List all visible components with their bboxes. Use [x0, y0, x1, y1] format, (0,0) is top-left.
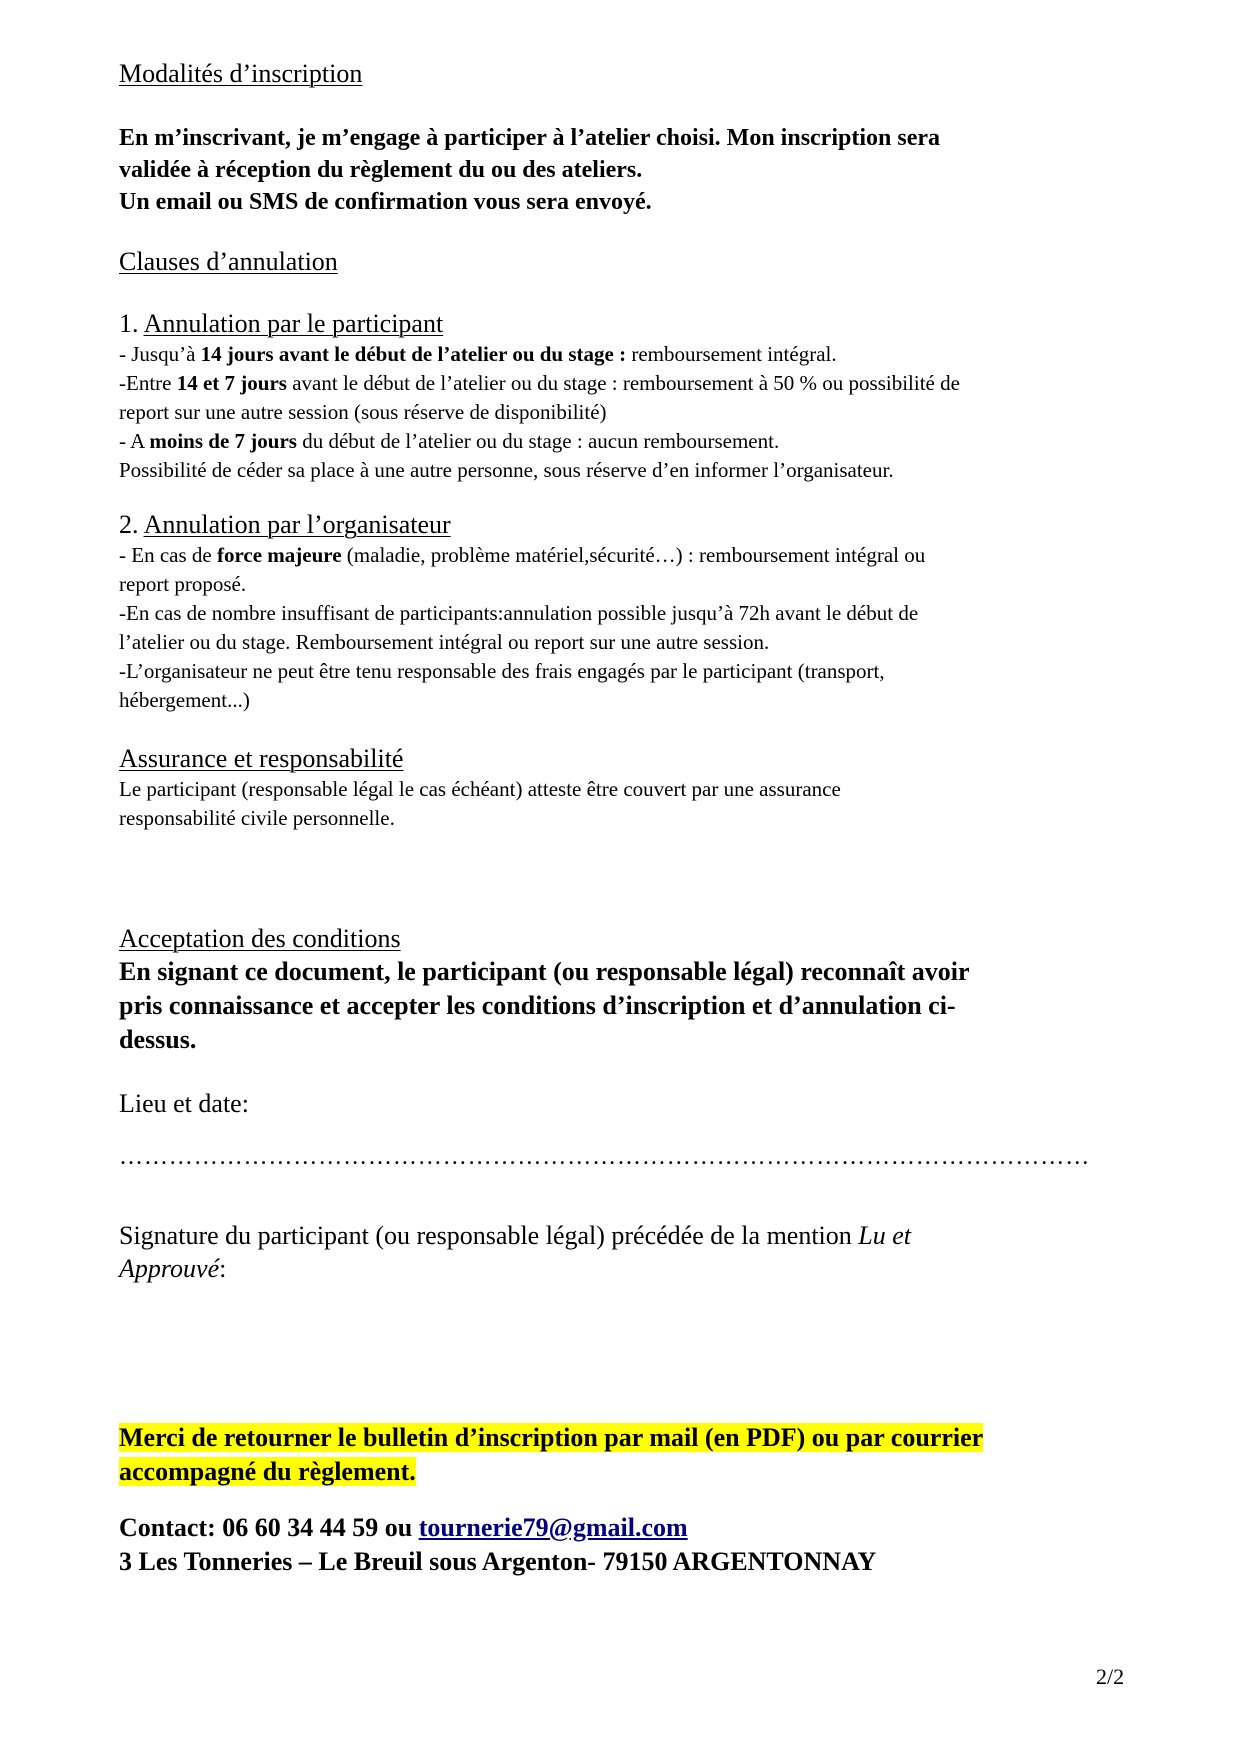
text-span: Signature du participant (ou responsable légal) précédée de la mention — [119, 1221, 859, 1250]
participant-line-5: Possibilité de céder sa place à une autre personne, sous réserve d’en informer l’organisateur. — [119, 458, 894, 482]
modalites-line-2: validée à réception du règlement du ou des ateliers. — [119, 157, 643, 183]
italic-span: Lu et — [858, 1221, 912, 1250]
participant-heading — [119, 308, 1129, 340]
text-span: (maladie, problème matériel,sécurité…) : remboursement intégral ou — [341, 543, 926, 567]
participant-number: 1. — [119, 309, 144, 338]
assurance-line-2: responsabilité civile personnelle. — [119, 806, 395, 830]
assurance-heading: Assurance et responsabilité — [119, 744, 404, 773]
signature-line-1 — [119, 1219, 1129, 1252]
address-line: 3 Les Tonneries – Le Breuil sous Argenton- 79150 ARGENTONNAY — [119, 1547, 877, 1576]
modalites-line-3: Un email ou SMS de confirmation vous sera envoyé. — [119, 189, 652, 215]
text-span: - En cas de — [119, 543, 217, 567]
text-span: - Jusqu’à — [119, 342, 201, 366]
signature-line-2 — [119, 1252, 1129, 1285]
bold-span: force majeure — [216, 543, 342, 567]
organisateur-line-6: hébergement...) — [119, 688, 250, 712]
modalites-heading: Modalités d’inscription — [119, 59, 363, 88]
participant-line-2 — [119, 369, 1129, 398]
organisateur-heading — [119, 509, 1129, 541]
organisateur-title: Annulation par l’organisateur — [143, 510, 451, 539]
participant-title: Annulation par le participant — [143, 309, 444, 338]
participant-line-1 — [119, 340, 1129, 369]
participant-line-4 — [119, 427, 1129, 456]
retour-line-2 — [119, 1455, 1129, 1489]
retour-line-1 — [119, 1421, 1129, 1455]
contact-label: Contact: 06 60 34 44 59 ou — [119, 1513, 419, 1542]
text-span: du début de l’atelier ou du stage : aucun remboursement. — [296, 429, 780, 453]
organisateur-line-2: report proposé. — [119, 572, 247, 596]
assurance-line-1: Le participant (responsable légal le cas échéant) atteste être couvert par une assurance — [119, 777, 841, 801]
bold-span: 14 et 7 jours — [176, 371, 287, 395]
clauses-heading: Clauses d’annulation — [119, 247, 338, 276]
acceptation-line-2: pris connaissance et accepter les conditions d’inscription et d’annulation ci- — [119, 991, 956, 1020]
email-link[interactable]: tournerie79@gmail.com — [418, 1513, 688, 1542]
document-page — [119, 58, 1129, 1579]
bold-span: moins de 7 jours — [149, 429, 297, 453]
acceptation-heading: Acceptation des conditions — [119, 924, 401, 953]
organisateur-line-3: -En cas de nombre insuffisant de participants:annulation possible jusqu’à 72h avant le début de — [119, 601, 919, 625]
bold-span: 14 jours avant le début de l’atelier ou du stage : — [200, 342, 627, 366]
modalites-line-1: En m’inscrivant, je m’engage à participer à l’atelier choisi. Mon inscription sera — [119, 125, 941, 151]
organisateur-line-4: l’atelier ou du stage. Remboursement intégral ou report sur une autre session. — [119, 630, 770, 654]
text-span: -Entre — [119, 371, 177, 395]
organisateur-line-5: -L’organisateur ne peut être tenu responsable des frais engagés par le participant (transport, — [119, 659, 885, 683]
italic-span: Approuvé — [119, 1254, 220, 1283]
page-number: 2/2 — [1096, 1664, 1125, 1689]
lieu-date-field[interactable]: ……………………………………………………………………………………………………… — [119, 1144, 1091, 1170]
text-span: - A — [119, 429, 150, 453]
organisateur-number: 2. — [119, 510, 144, 539]
contact-line — [119, 1511, 1129, 1545]
text-span: remboursement intégral. — [626, 342, 837, 366]
text-span: : — [219, 1254, 227, 1283]
highlighted-text: Merci de retourner le bulletin d’inscription par mail (en PDF) ou par courrier — [119, 1423, 984, 1452]
highlighted-text: accompagné du règlement. — [119, 1457, 416, 1486]
acceptation-line-3: dessus. — [119, 1025, 197, 1054]
acceptation-line-1: En signant ce document, le participant (ou responsable légal) reconnaît avoir — [119, 957, 970, 986]
text-span: avant le début de l’atelier ou du stage : remboursement à 50 % ou possibilité de — [286, 371, 960, 395]
participant-line-3: report sur une autre session (sous réserve de disponibilité) — [119, 400, 607, 424]
lieu-date-label: Lieu et date: — [119, 1089, 249, 1118]
organisateur-line-1 — [119, 541, 1129, 570]
